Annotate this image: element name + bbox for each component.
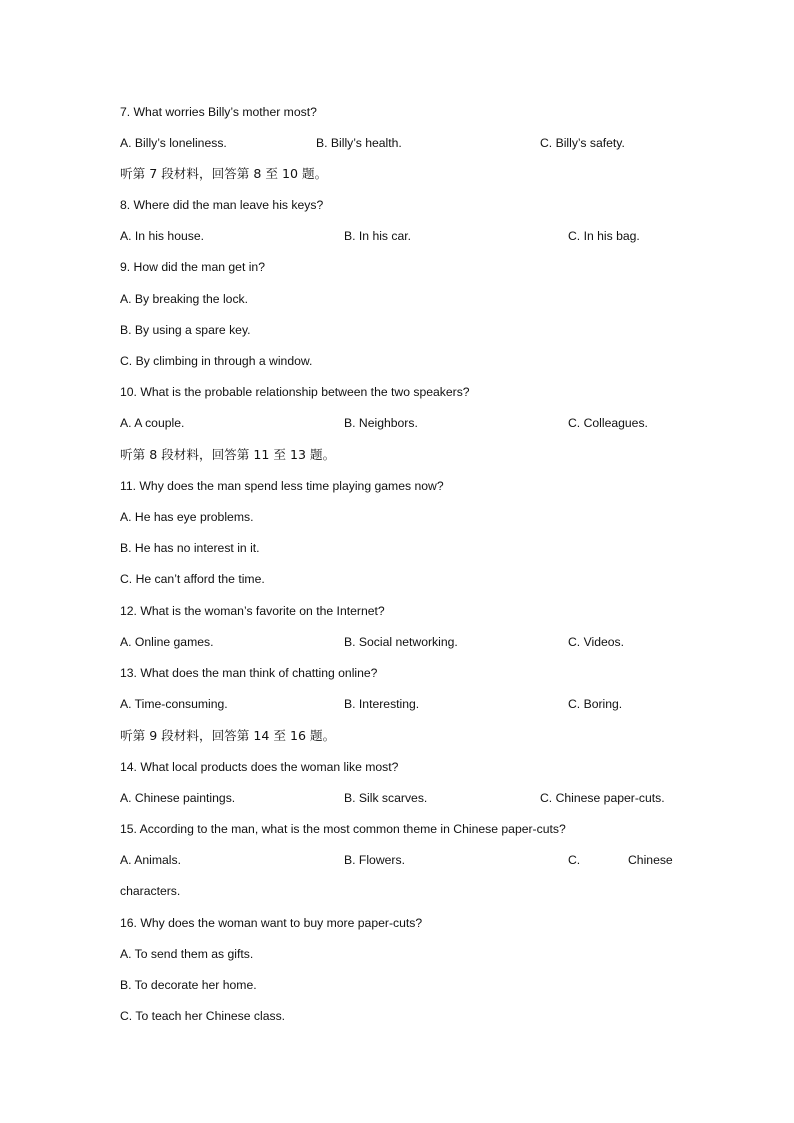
q12-option-c: C. Videos. (568, 635, 625, 649)
q14-option-b: B. Silk scarves. (344, 791, 428, 805)
q8-option-b: B. In his car. (344, 229, 412, 243)
q14-option-c: C. Chinese paper-cuts. (540, 791, 665, 805)
question-15: 15. According to the man, what is the most common theme in Chinese paper-cuts? (120, 822, 566, 836)
q16-option-c: C. To teach her Chinese class. (120, 1009, 286, 1023)
question-9: 9. How did the man get in? (120, 260, 265, 274)
q7-option-a: A. Billy’s loneliness. (120, 136, 227, 150)
question-8: 8. Where did the man leave his keys? (120, 198, 324, 212)
section-header-11-13: 听第 8 段材料，回答第 11 至 13 题。 (120, 447, 336, 462)
q7-option-b: B. Billy’s health. (316, 136, 402, 150)
section-header-14-16: 听第 9 段材料，回答第 14 至 16 题。 (120, 728, 336, 743)
q8-option-a: A. In his house. (120, 229, 205, 243)
q15-option-c-letter: C. (568, 853, 581, 867)
exam-page (120, 0, 680, 1123)
question-16: 16. Why does the woman want to buy more paper-cuts? (120, 916, 423, 930)
question-12: 12. What is the woman’s favorite on the Internet? (120, 604, 385, 618)
q12-option-a: A. Online games. (120, 635, 214, 649)
q13-option-b: B. Interesting. (344, 697, 420, 711)
question-11: 11. Why does the man spend less time playing games now? (120, 479, 444, 493)
q9-option-b: B. By using a spare key. (120, 323, 251, 337)
q13-option-a: A. Time-consuming. (120, 697, 228, 711)
q15-option-a: A. Animals. (120, 853, 181, 867)
q10-option-c: C. Colleagues. (568, 416, 648, 430)
q13-option-c: C. Boring. (568, 697, 623, 711)
q11-option-c: C. He can’t afford the time. (120, 572, 265, 586)
q9-option-a: A. By breaking the lock. (120, 292, 249, 306)
q7-option-c: C. Billy’s safety. (540, 136, 625, 150)
q11-option-b: B. He has no interest in it. (120, 541, 260, 555)
q10-option-b: B. Neighbors. (344, 416, 418, 430)
q15-option-c-text-continued: characters. (120, 884, 181, 898)
section-header-8-10: 听第 7 段材料，回答第 8 至 10 题。 (120, 166, 328, 181)
q15-option-b: B. Flowers. (344, 853, 405, 867)
q16-option-b: B. To decorate her home. (120, 978, 257, 992)
q12-option-b: B. Social networking. (344, 635, 458, 649)
question-10: 10. What is the probable relationship between the two speakers? (120, 385, 470, 399)
q8-option-c: C. In his bag. (568, 229, 640, 243)
question-14: 14. What local products does the woman like most? (120, 760, 399, 774)
q11-option-a: A. He has eye problems. (120, 510, 254, 524)
question-13: 13. What does the man think of chatting online? (120, 666, 378, 680)
q16-option-a: A. To send them as gifts. (120, 947, 254, 961)
q14-option-a: A. Chinese paintings. (120, 791, 236, 805)
q15-option-c-text: Chinese (628, 853, 673, 867)
question-7: 7. What worries Billy’s mother most? (120, 105, 317, 119)
q9-option-c: C. By climbing in through a window. (120, 354, 313, 368)
q10-option-a: A. A couple. (120, 416, 185, 430)
